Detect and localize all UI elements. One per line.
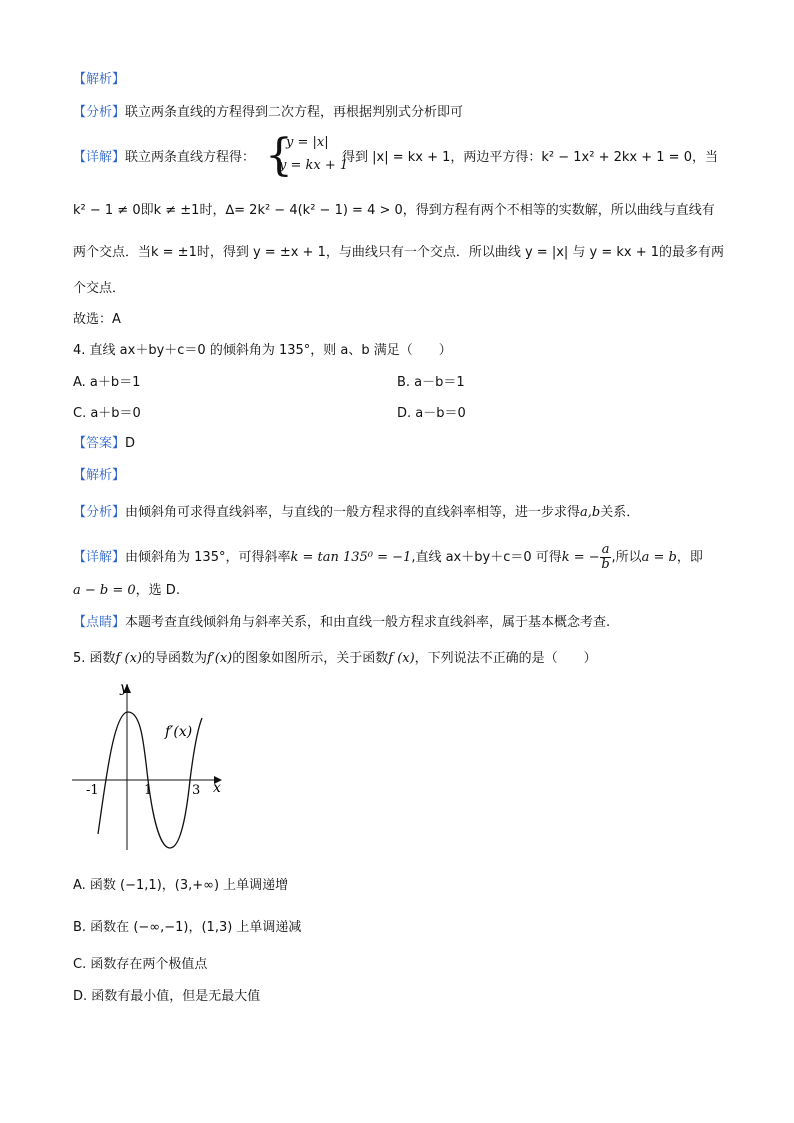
q5-option-a: A. 函数 (−1,1)，(3,+∞) 上单调递增 xyxy=(73,878,289,893)
q5-stem xyxy=(73,647,597,666)
q4-option-b: B. a－b＝1 xyxy=(397,375,465,390)
q4-xiangjie-post1: ,所以 xyxy=(611,550,642,565)
q4-fenxi-post: 关系． xyxy=(600,505,640,520)
fraction-a-over-b xyxy=(600,543,612,572)
q4-slope-eq: k = tan 135⁰ = −1 xyxy=(290,550,412,565)
tick-3: 3 xyxy=(192,783,201,798)
q4-a-minus-b: a − b = 0 xyxy=(73,583,136,598)
q5-fx: f (x) xyxy=(115,651,142,666)
q5-option-b: B. 函数在 (−∞,−1)，(1,3) 上单调递减 xyxy=(73,920,302,935)
q4-a-eq-b: a = b xyxy=(641,550,677,565)
q4-fenxi-math: a,b xyxy=(580,505,601,520)
derivative-graph xyxy=(70,678,230,858)
q5-stem-pre: 5. 函数 xyxy=(73,651,116,666)
q4-answer-value: D xyxy=(125,436,136,451)
system-top-eq: y = |x| xyxy=(286,135,329,150)
dianjing-tag: 【点睛】 xyxy=(73,615,126,630)
q3-line2: k² − 1 ≠ 0即k ≠ ±1时，∆= 2k² − 4(k² − 1) = 4 > 0，得到方程有两个不相等的实数解，所以曲线与直线有 xyxy=(73,203,715,218)
q4-option-a: A. a＋b＝1 xyxy=(73,375,141,390)
q3-xiangjie-line1 xyxy=(73,146,255,165)
q5-fpx: f′(x) xyxy=(206,651,233,666)
q4-option-d: D. a－b＝0 xyxy=(397,406,466,421)
fenxi-tag-2: 【分析】 xyxy=(73,505,126,520)
q4-xiangjie-pre: 由倾斜角为 135°，可得斜率 xyxy=(125,550,291,565)
curve-label: f′(x) xyxy=(165,724,193,740)
q4-option-c: C. a＋b＝0 xyxy=(73,406,141,421)
q4-choice: ，选 D. xyxy=(135,583,180,598)
q4-stem: 4. 直线 ax＋by＋c＝0 的倾斜角为 135°，则 a、b 满足（ ） xyxy=(73,343,452,358)
q5-stem-post: ，下列说法不正确的是（ ） xyxy=(414,651,597,666)
q4-xiangjie-post2: ，即 xyxy=(676,550,703,565)
fenxi-tag: 【分析】 xyxy=(73,105,126,120)
q3-answer: 故选：A xyxy=(73,312,121,327)
tick-1: 1 xyxy=(144,783,153,798)
q4-xiangjie xyxy=(73,543,703,572)
frac-num: a xyxy=(601,542,610,557)
xiangjie-tag: 【详解】 xyxy=(73,150,126,165)
x-label: x xyxy=(213,780,221,796)
q4-xiangjie-line2 xyxy=(73,579,180,598)
q5-option-c: C. 函数存在两个极值点 xyxy=(73,957,208,972)
q4-xiangjie-mid: ,直线 ax＋by＋c＝0 可得 xyxy=(411,550,562,565)
q3-fenxi-text: 联立两条直线的方程得到二次方程，再根据判别式分析即可 xyxy=(125,105,464,120)
q3-line4: 个交点． xyxy=(73,281,126,296)
q4-fenxi xyxy=(73,501,639,520)
q5-fx-2: f (x) xyxy=(388,651,415,666)
q3-xiangjie-text: 联立两条直线方程得： xyxy=(125,150,256,165)
q4-answer xyxy=(73,432,135,451)
daan-tag: 【答案】 xyxy=(73,436,126,451)
q4-fenxi-text: 由倾斜角可求得直线斜率，与直线的一般方程求得的直线斜率相等，进一步求得 xyxy=(125,505,581,520)
jiexi-tag-2: 【解析】 xyxy=(73,468,126,483)
q5-option-d: D. 函数有最小值，但是无最大值 xyxy=(73,989,261,1004)
q4-dianjing xyxy=(73,611,610,630)
q5-stem-mid: 的导函数为 xyxy=(141,651,207,666)
y-label: y xyxy=(120,680,128,696)
jiexi-tag-1: 【解析】 xyxy=(73,72,126,87)
frac-den: b xyxy=(601,557,610,572)
q4-k-eq: k = − xyxy=(561,550,600,565)
q3-line3: 两个交点．当k = ±1时，得到 y = ±x + 1，与曲线只有一个交点．所以曲线 y = |x| 与 y = kx + 1的最多有两 xyxy=(73,245,725,260)
q3-fenxi xyxy=(73,101,463,120)
system-bottom-eq: y = kx + 1 xyxy=(279,158,349,173)
tick-neg1: -1 xyxy=(86,783,99,798)
xiangjie-tag-2: 【详解】 xyxy=(73,550,126,565)
system-brace: { xyxy=(265,130,293,181)
q3-xiangjie-cont: 得到 |x| = kx + 1，两边平方得：k² − 1x² + 2kx + 1 = 0，当 xyxy=(342,150,718,165)
q4-dianjing-text: 本题考查直线倾斜角与斜率关系，和由直线一般方程求直线斜率，属于基本概念考查. xyxy=(125,615,611,630)
q5-stem-mid2: 的图象如图所示，关于函数 xyxy=(232,651,389,666)
